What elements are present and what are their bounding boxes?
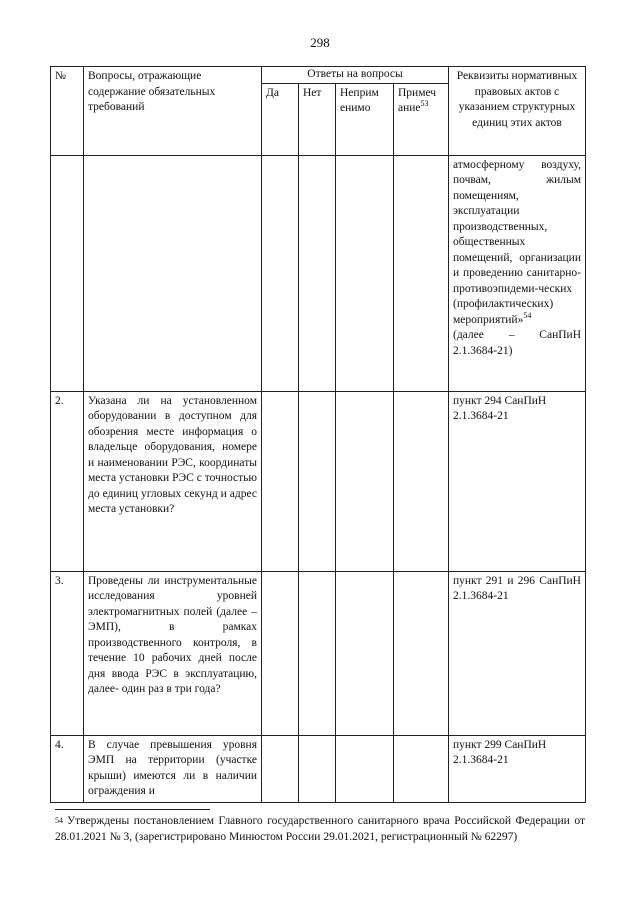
footnote-text: Утверждены постановлением Главного государственного санитарного врача Российской Федерации от 28.01.2021 № 3, (зарегистрировано Минюстом России 29.01.2021, регистрационный № 62297) (55, 815, 585, 843)
row-number: 2. (51, 391, 84, 571)
header-num: № (51, 67, 84, 156)
table-row (51, 571, 586, 735)
row-requisites: пункт 299 СанПиН 2.1.3684-21 (449, 735, 586, 802)
cell-not-applicable (336, 735, 394, 802)
row-number: 4. (51, 735, 84, 802)
row-question: Проведены ли инструментальные исследования уровней электромагнитных полей (далее – ЭМП), в рамках производственного контроля, в течение 10 рабочих дней после дня ввода РЭС в эксплуатацию, далее- один раз в три года? (84, 571, 262, 735)
cell-no (299, 155, 336, 391)
row-question: Указана ли на установленном оборудовании в доступном для обозрения месте информация о владельце оборудования, номере и наименовании РЭС, координаты места установки РЭС с точностью до единиц угловых секунд и адрес места установки? (84, 391, 262, 571)
cell-note (394, 735, 449, 802)
footnote-mark: 54 (55, 816, 63, 825)
cell-question (84, 155, 262, 391)
cell-no (299, 735, 336, 802)
row-requisites: пункт 294 СанПиН 2.1.3684-21 (449, 391, 586, 571)
cell-yes (262, 391, 299, 571)
cell-note (394, 571, 449, 735)
cell-num (51, 155, 84, 391)
cell-not-applicable (336, 571, 394, 735)
row-question: В случае превышения уровня ЭМП на территории (участке крыши) имеются ли в наличии ограждения и (84, 735, 262, 802)
cell-yes (262, 571, 299, 735)
header-note-label: Примеч ание (398, 86, 437, 114)
requirements-table (50, 66, 586, 803)
footnote-ref-53: 53 (420, 99, 429, 109)
footnote (55, 813, 585, 845)
requisites-text: атмосферному воздуху, почвам, жилым помещениям, эксплуатации производственных, общественных помещений, организации и проведению санитарно-противоэпидеми-ческих (профилактических) мероприятий» (453, 158, 581, 326)
table-row (51, 391, 586, 571)
row-requisites: пункт 291 и 296 СанПиН 2.1.3684-21 (449, 571, 586, 735)
header-answers: Ответы на вопросы (262, 67, 449, 84)
header-not-applicable: Неприм енимо (336, 83, 394, 155)
cell-yes (262, 735, 299, 802)
row-number: 3. (51, 571, 84, 735)
cell-not-applicable (336, 155, 394, 391)
footnote-divider (55, 809, 210, 810)
requisites-tail: (далее – СанПиН 2.1.3684-21) (453, 329, 581, 357)
cell-yes (262, 155, 299, 391)
cell-requisites (449, 155, 586, 391)
header-yes: Да (262, 83, 299, 155)
header-questions: Вопросы, отражающие содержание обязательных требований (84, 67, 262, 156)
page-number: 298 (310, 35, 330, 50)
cell-no (299, 571, 336, 735)
cell-no (299, 391, 336, 571)
table-row (51, 735, 586, 802)
header-note (394, 83, 449, 155)
cell-note (394, 155, 449, 391)
continuation-row (51, 155, 586, 391)
header-row-1 (51, 67, 586, 84)
header-requisites: Реквизиты нормативных правовых актов с указанием структурных единиц этих актов (449, 67, 586, 156)
header-no: Нет (299, 83, 336, 155)
footnote-ref-54: 54 (523, 310, 532, 320)
cell-note (394, 391, 449, 571)
cell-not-applicable (336, 391, 394, 571)
